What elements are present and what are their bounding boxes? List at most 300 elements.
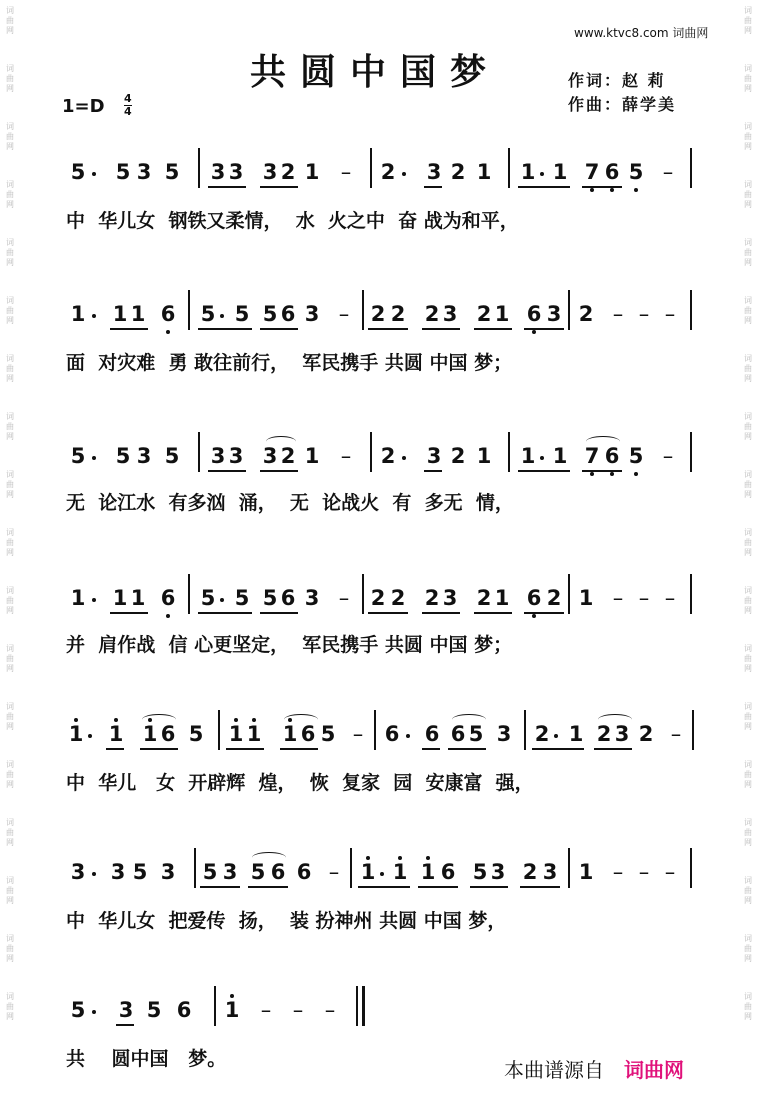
note: 3 [228,444,244,468]
bar-line [568,848,570,888]
song-title: 共圆中国梦 [250,51,501,93]
watermark-block [740,760,756,790]
slur-arc [452,714,486,725]
beam-underline [116,1024,134,1026]
watermark-block [2,6,18,36]
beam-underline [518,470,570,472]
note: 6 [160,722,176,746]
watermark-char: 网 [744,722,752,731]
watermark-block [2,470,18,500]
note: 2 [370,586,386,610]
bar-line [188,574,190,614]
watermark-char: 网 [6,316,14,325]
watermark-char: 词 [744,64,752,73]
bar-line [508,148,510,188]
watermark-char: 曲 [6,364,14,373]
note: 3 [160,860,176,884]
low-octave-dot [610,188,614,192]
bar-line [690,290,692,330]
bar-line [690,574,692,614]
watermark-char: 网 [744,200,752,209]
note: 6 [440,860,456,884]
watermark-block [740,586,756,616]
watermark-char: 词 [6,992,14,1001]
slur-arc [142,714,176,725]
note: 5 [262,302,278,326]
note: 1 [476,444,492,468]
watermark-block [2,354,18,384]
note: 6 [604,160,620,184]
watermark-char: 网 [6,548,14,557]
watermark-char: 曲 [744,364,752,373]
beam-underline [582,470,622,472]
watermark-char: 词 [744,992,752,1001]
beam-underline [422,612,460,614]
watermark-char: 网 [6,142,14,151]
augmentation-dot [88,734,92,738]
note: 6 [280,586,296,610]
watermark-block [2,238,18,268]
watermark-char: 曲 [6,770,14,779]
beam-underline [594,748,632,750]
note: 5 [132,860,148,884]
note: 5 [320,722,336,746]
low-octave-dot [590,472,594,476]
watermark-char: 网 [744,664,752,673]
lyric-line-7: 共 圆中国 梦。 [66,1048,227,1070]
watermark-char: 词 [744,470,752,479]
beam-underline [448,748,486,750]
beam-underline [260,186,298,188]
watermark-char: 网 [6,432,14,441]
watermark-block [2,644,18,674]
note: 1 [360,860,376,884]
augmentation-dot [540,456,544,460]
note: 5 [468,722,484,746]
watermark-char: 网 [6,1012,14,1021]
note: 3 [442,302,458,326]
note: 6 [300,722,316,746]
watermark-char: 曲 [6,538,14,547]
note: 3 [136,160,152,184]
watermark-char: 词 [6,644,14,653]
note: 5 [70,998,86,1022]
watermark-right [740,0,756,1111]
beam-underline [422,328,460,330]
watermark-block [740,934,756,964]
beam-underline [208,186,246,188]
note: 2 [476,586,492,610]
watermark-block [740,876,756,906]
note: 6 [450,722,466,746]
bar-line [524,710,526,750]
watermark-char: 网 [744,374,752,383]
watermark-char: 曲 [744,132,752,141]
augmentation-dot [402,172,406,176]
high-octave-dot [114,718,118,722]
note: 1 [246,722,262,746]
note: 1 [568,722,584,746]
note: 3 [136,444,152,468]
watermark-block [740,122,756,152]
watermark-char: 曲 [6,654,14,663]
beam-underline [582,186,622,188]
dash-note: – [612,860,624,884]
watermark-char: 曲 [6,190,14,199]
high-octave-dot [398,856,402,860]
watermark-char: 曲 [6,1002,14,1011]
watermark-char: 曲 [6,248,14,257]
note: 2 [390,586,406,610]
watermark-char: 曲 [744,596,752,605]
lyric-line-5: 中 华儿 女 开辟辉 煌， 恢 复家 园 安康富 强， [66,772,534,794]
source-brand-link[interactable]: 词曲网 [624,1058,684,1082]
note: 6 [384,722,400,746]
watermark-char: 词 [6,586,14,595]
note: 5 [250,860,266,884]
watermark-char: 曲 [744,16,752,25]
note: 2 [390,302,406,326]
note: 2 [522,860,538,884]
note: 1 [70,302,86,326]
key-signature: 1=D [62,96,105,117]
watermark-block [2,876,18,906]
watermark-block [2,180,18,210]
note: 2 [280,160,296,184]
note: 3 [70,860,86,884]
time-signature [124,93,132,118]
watermark-block [2,528,18,558]
bar-line [370,148,372,188]
note: 1 [70,586,86,610]
beam-underline [422,748,440,750]
note: 1 [552,160,568,184]
bar-line [690,148,692,188]
watermark-block [740,64,756,94]
beam-underline [524,328,564,330]
augmentation-dot [554,734,558,738]
watermark-block [740,528,756,558]
watermark-block [2,586,18,616]
watermark-char: 网 [6,722,14,731]
watermark-char: 词 [6,238,14,247]
note: 3 [110,860,126,884]
watermark-block [740,818,756,848]
watermark-char: 曲 [6,480,14,489]
note: 5 [188,722,204,746]
watermark-char: 曲 [6,306,14,315]
watermark-char: 词 [6,818,14,827]
watermark-char: 词 [744,818,752,827]
watermark-char: 网 [6,896,14,905]
augmentation-dot [92,598,96,602]
beam-underline [474,328,512,330]
watermark-char: 词 [744,702,752,711]
watermark-char: 曲 [744,1002,752,1011]
note: 3 [210,160,226,184]
watermark-block [2,992,18,1022]
note: 2 [546,586,562,610]
watermark-char: 网 [6,490,14,499]
note: 3 [304,586,320,610]
watermark-block [740,702,756,732]
watermark-char: 曲 [744,74,752,83]
note: 5 [70,444,86,468]
beam-underline [140,748,178,750]
watermark-char: 曲 [744,538,752,547]
watermark-block [2,934,18,964]
note: 3 [426,444,442,468]
slur-arc [266,436,296,447]
watermark-char: 词 [6,528,14,537]
watermark-block [740,992,756,1022]
note: 1 [494,586,510,610]
bar-line [568,574,570,614]
source-footer [504,1054,684,1083]
note: 2 [476,302,492,326]
note: 5 [70,160,86,184]
watermark-char: 词 [6,702,14,711]
watermark-char: 曲 [6,74,14,83]
bar-line [690,432,692,472]
watermark-char: 曲 [744,422,752,431]
note: 1 [494,302,510,326]
beam-underline [418,886,458,888]
note: 1 [476,160,492,184]
watermark-char: 网 [6,26,14,35]
watermark-char: 曲 [744,828,752,837]
note: 7 [584,444,600,468]
note: 1 [68,722,84,746]
lyric-line-1: 中 华儿女 钢铁又柔情， 水 火之中 奋 战为和平， [66,210,519,232]
watermark-char: 词 [744,586,752,595]
dash-note: – [292,998,304,1022]
dash-note: – [340,444,352,468]
note: 3 [542,860,558,884]
watermark-char: 词 [6,760,14,769]
augmentation-dot [92,314,96,318]
note: 6 [160,586,176,610]
watermark-char: 网 [744,838,752,847]
dash-note: – [328,860,340,884]
note: 1 [142,722,158,746]
note: 5 [234,302,250,326]
watermark-char: 曲 [6,828,14,837]
watermark-char: 曲 [744,190,752,199]
note: 3 [490,860,506,884]
watermark-block [2,122,18,152]
high-octave-dot [230,994,234,998]
note: 6 [424,722,440,746]
lyric-line-3: 无 论江水 有多汹 涌， 无 论战火 有 多无 情， [66,492,514,514]
augmentation-dot [406,734,410,738]
watermark-char: 词 [6,934,14,943]
note: 5 [628,160,644,184]
lyric-line-4: 并 肩作战 信 心更坚定， 军民携手 共圆 中国 梦； [66,634,513,656]
augmentation-dot [92,456,96,460]
bar-line [198,148,200,188]
final-bar-line [362,986,365,1026]
watermark-char: 网 [744,258,752,267]
watermark-char: 网 [6,258,14,267]
watermark-block [2,296,18,326]
beam-underline [470,886,508,888]
note: 6 [176,998,192,1022]
note: 7 [584,160,600,184]
high-octave-dot [234,718,238,722]
note: 1 [392,860,408,884]
beam-underline [358,886,410,888]
watermark-char: 词 [6,412,14,421]
beam-underline [532,748,584,750]
watermark-char: 曲 [6,944,14,953]
note: 3 [426,160,442,184]
watermark-char: 网 [744,84,752,93]
bar-line [362,290,364,330]
watermark-char: 网 [6,374,14,383]
bar-line [374,710,376,750]
note: 2 [370,302,386,326]
note: 3 [614,722,630,746]
low-octave-dot [610,472,614,476]
note: 1 [224,998,240,1022]
note: 2 [534,722,550,746]
watermark-char: 词 [744,238,752,247]
augmentation-dot [380,872,384,876]
note: 6 [526,586,542,610]
note: 1 [228,722,244,746]
note: 2 [578,302,594,326]
dash-note: – [638,586,650,610]
note: 5 [202,860,218,884]
watermark-block [740,180,756,210]
note: 1 [304,160,320,184]
beam-underline [248,886,288,888]
source-label: 本曲谱源自 [504,1058,604,1082]
note: 2 [424,302,440,326]
note: 6 [270,860,286,884]
note: 5 [262,586,278,610]
bar-line [568,290,570,330]
watermark-char: 网 [744,1012,752,1021]
augmentation-dot [220,598,224,602]
watermark-char: 网 [744,490,752,499]
watermark-char: 曲 [6,422,14,431]
note: 5 [200,302,216,326]
dash-note: – [670,722,682,746]
beam-underline [200,886,240,888]
watermark-block [2,64,18,94]
watermark-char: 词 [6,64,14,73]
bar-line [690,848,692,888]
watermark-block [2,818,18,848]
watermark-char: 词 [6,296,14,305]
dash-note: – [340,160,352,184]
dash-note: – [352,722,364,746]
augmentation-dot [92,872,96,876]
bar-line [508,432,510,472]
watermark-char: 网 [6,954,14,963]
watermark-char: 词 [6,470,14,479]
high-octave-dot [74,718,78,722]
bar-line [370,432,372,472]
beam-underline [424,470,442,472]
bar-line [362,574,364,614]
watermark-block [740,644,756,674]
watermark-char: 网 [6,84,14,93]
beam-underline [524,612,564,614]
beam-underline [260,470,298,472]
watermark-char: 词 [6,876,14,885]
watermark-char: 词 [744,644,752,653]
note: 2 [638,722,654,746]
watermark-char: 曲 [6,712,14,721]
note: 6 [280,302,296,326]
watermark-char: 网 [6,606,14,615]
beam-underline [260,328,298,330]
watermark-char: 网 [744,26,752,35]
high-octave-dot [252,718,256,722]
beam-underline [110,328,148,330]
bar-line [350,848,352,888]
watermark-char: 曲 [744,248,752,257]
slur-arc [598,714,632,725]
watermark-char: 曲 [744,480,752,489]
dash-note: – [338,586,350,610]
bar-line [214,986,216,1026]
augmentation-dot [92,172,96,176]
low-octave-dot [166,614,170,618]
note: 1 [578,586,594,610]
note: 3 [546,302,562,326]
dash-note: – [612,586,624,610]
watermark-char: 词 [744,6,752,15]
dash-note: – [664,302,676,326]
watermark-char: 网 [744,896,752,905]
augmentation-dot [92,1010,96,1014]
beam-underline [198,612,252,614]
dash-note: – [638,302,650,326]
watermark-char: 网 [6,780,14,789]
dash-note: – [664,860,676,884]
dash-note: – [662,160,674,184]
beam-underline [110,612,148,614]
beam-underline [260,612,298,614]
note: 6 [296,860,312,884]
watermark-char: 词 [6,6,14,15]
note: 3 [496,722,512,746]
watermark-char: 网 [6,664,14,673]
note: 1 [108,722,124,746]
watermark-char: 网 [744,142,752,151]
note: 3 [442,586,458,610]
note: 1 [282,722,298,746]
note: 2 [280,444,296,468]
watermark-char: 网 [6,200,14,209]
lyric-line-6: 中 华儿女 把爱传 扬， 装 扮神州 共圆 中国 梦， [66,910,507,932]
bar-line [692,710,694,750]
note: 5 [164,444,180,468]
note: 5 [146,998,162,1022]
note: 3 [262,444,278,468]
note: 1 [578,860,594,884]
dash-note: – [338,302,350,326]
watermark-char: 网 [744,780,752,789]
site-url[interactable]: www.ktvc8.com 词曲网 [574,26,709,40]
watermark-char: 曲 [6,132,14,141]
note: 1 [552,444,568,468]
beam-underline [208,470,246,472]
